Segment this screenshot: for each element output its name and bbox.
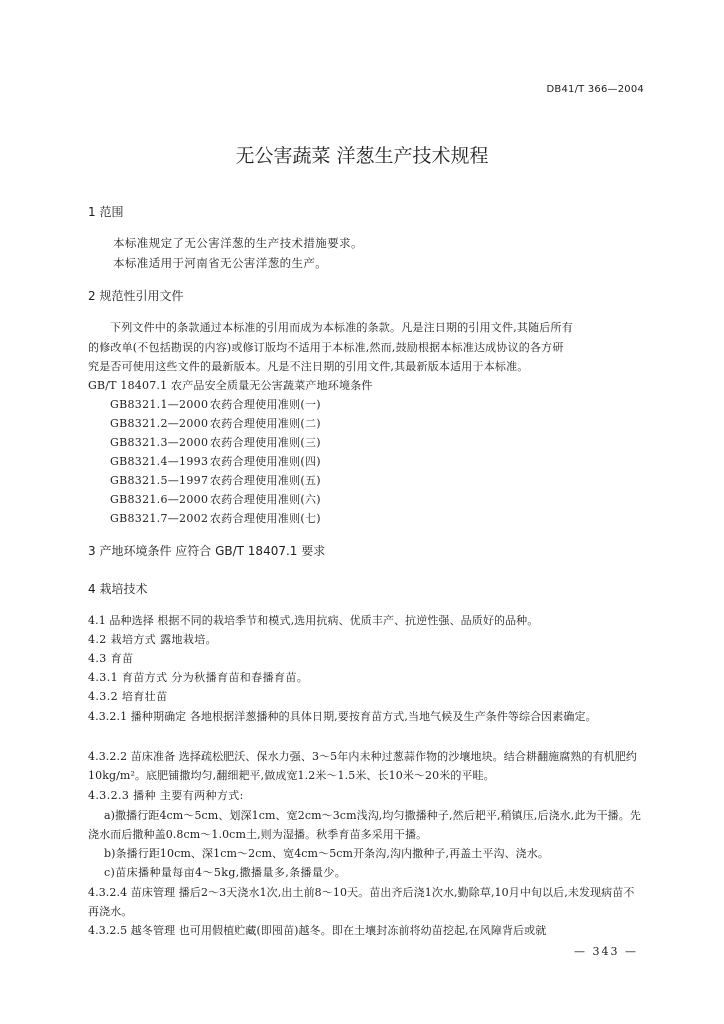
section-1-heading: 1 范围 xyxy=(88,205,124,219)
reference-code: GB8321.7—2002 xyxy=(110,512,209,525)
section-4-3-1: 4.3.1 育苗方式 分为秋播育苗和春播育苗。 xyxy=(88,671,309,684)
reference-item xyxy=(110,396,321,412)
section-4-3-2: 4.3.2 培育壮苗 xyxy=(88,690,168,703)
reference-code: GB8321.4—1993 xyxy=(110,455,209,468)
reference-name: 农药合理使用准则(四) xyxy=(210,455,321,468)
section-2-text-line-1: 下列文件中的条款通过本标准的引用而成为本标准的条款。凡是注日期的引用文件,其随后所有 xyxy=(110,321,573,334)
reference-item xyxy=(110,415,321,431)
section-4-1: 4.1 品种选择 根据不同的栽培季节和模式,选用抗病、优质丰产、抗逆性强、品质好的品种。 xyxy=(88,614,539,627)
reference-name: 农药合理使用准则(五) xyxy=(210,474,321,487)
page-number: — 343 — xyxy=(574,945,638,958)
section-4-2: 4.2 栽培方式 露地栽培。 xyxy=(88,633,218,646)
section-1-paragraph-2: 本标准适用于河南省无公害洋葱的生产。 xyxy=(113,256,328,270)
reference-gb18407: GB/T 18407.1 农产品安全质量无公害蔬菜产地环境条件 xyxy=(88,379,373,392)
section-4-heading: 4 栽培技术 xyxy=(88,582,148,596)
section-4-3-2-2: 4.3.2.2 苗床准备 选择疏松肥沃、保水力强、3～5年内未种过葱蒜作物的沙壤地块。结合耕翻施腐熟的有机肥约10kg/m²。底肥铺撒均匀,翻细耙平,做成宽1.2米～1.5米、长10米～20米的平畦。 xyxy=(88,750,637,782)
reference-item xyxy=(110,434,321,450)
document-title: 无公害蔬菜 洋葱生产技术规程 xyxy=(235,145,489,167)
section-4-3-2-1: 4.3.2.1 播种期确定 各地根据洋葱播种的具体日期,要按育苗方式,当地气候及生产条件等综合因素确定。 xyxy=(88,710,597,723)
reference-name: 农药合理使用准则(一) xyxy=(210,398,321,411)
standard-code: DB41/T 366—2004 xyxy=(546,84,644,95)
sowing-method-b: b)条播行距10cm、深1cm～2cm、宽4cm～5cm开条沟,沟内撒种子,再盖土平沟、浇水。 xyxy=(104,847,549,860)
reference-item xyxy=(110,491,321,507)
reference-code: GB8321.3—2000 xyxy=(110,436,209,449)
section-4-3: 4.3 育苗 xyxy=(88,652,134,665)
reference-code: GB8321.1—2000 xyxy=(110,398,209,411)
section-1-paragraph-1: 本标准规定了无公害洋葱的生产技术措施要求。 xyxy=(113,236,363,250)
section-3-heading: 3 产地环境条件 应符合 GB/T 18407.1 要求 xyxy=(88,544,326,558)
reference-code: GB8321.2—2000 xyxy=(110,417,209,430)
section-2-text-line-2: 的修改单(不包括勘误的内容)或修订版均不适用于本标准,然而,鼓励根据本标准达成协议的各方研 xyxy=(88,341,564,354)
reference-item xyxy=(110,453,321,469)
reference-item xyxy=(110,472,321,488)
reference-name: 农药合理使用准则(三) xyxy=(210,436,321,449)
reference-item xyxy=(110,510,321,526)
section-2-heading: 2 规范性引用文件 xyxy=(88,289,184,303)
reference-name: 农药合理使用准则(七) xyxy=(210,512,321,525)
sowing-method-a: a)撒播行距4cm～5cm、划深1cm、宽2cm～3cm浅沟,均匀撒播种子,然后耙平,稍镇压,后浇水,此为干播。先浇水而后撒种盖0.8cm～1.0cm土,则为湿播。秋季育苗多采用干播。 xyxy=(88,809,641,841)
section-4-3-2-5: 4.3.2.5 越冬管理 也可用假植贮藏(即囤苗)越冬。即在土壤封冻前将幼苗挖起,在风障背后或就 xyxy=(88,924,547,937)
section-4-3-2-4: 4.3.2.4 苗床管理 播后2～3天浇水1次,出土前8～10天。苗出齐后浇1次水,勤除草,10月中旬以后,未发现病苗不再浇水。 xyxy=(88,886,635,918)
reference-name: 农药合理使用准则(六) xyxy=(210,493,321,506)
reference-code: GB8321.6—2000 xyxy=(110,493,209,506)
section-2-text-line-3: 究是否可使用这些文件的最新版本。凡是不注日期的引用文件,其最新版本适用于本标准。 xyxy=(88,360,529,373)
sowing-method-c: c)苗床播种量每亩4～5kg,撒播量多,条播量少。 xyxy=(104,866,347,879)
reference-code: GB8321.5—1997 xyxy=(110,474,209,487)
reference-name: 农药合理使用准则(二) xyxy=(210,417,321,430)
section-4-3-2-3: 4.3.2.3 播种 主要有两种方式: xyxy=(88,789,244,802)
